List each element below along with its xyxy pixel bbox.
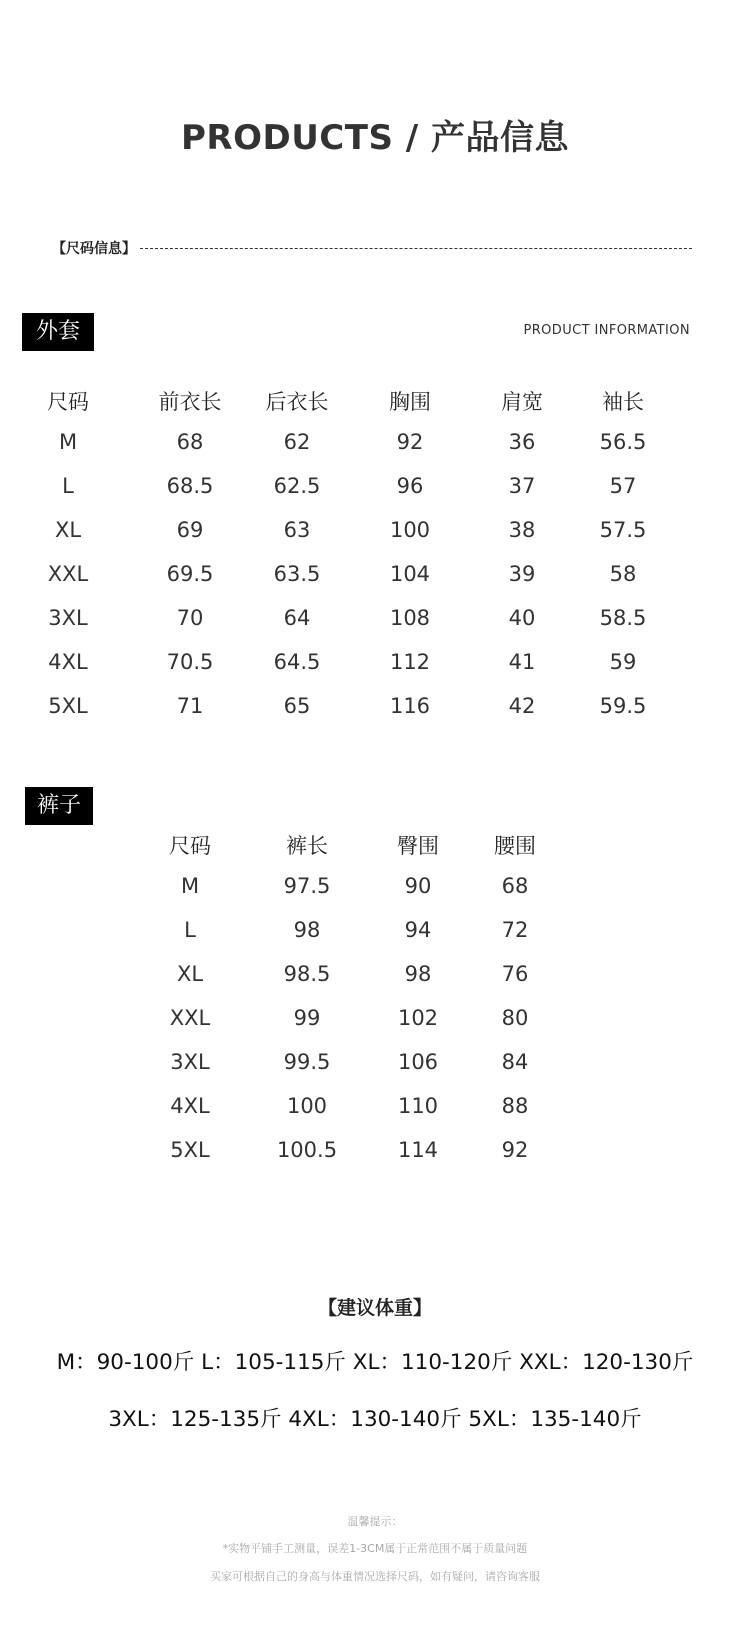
size-label-cell: M: [180, 874, 200, 898]
pants-tag: 裤子: [25, 787, 93, 825]
size-label-cell: 3XL: [48, 606, 88, 630]
measurement-cell: 92: [396, 430, 424, 454]
measurement-cell: 57: [609, 474, 637, 498]
measurement-cell: 97.5: [283, 874, 331, 898]
measurement-cell: 112: [389, 650, 431, 674]
measurement-cell: 56.5: [599, 430, 647, 454]
measurement-cell: 41: [508, 650, 536, 674]
measurement-cell: 99.5: [283, 1050, 331, 1074]
weight-section-title: 【建议体重】: [317, 1297, 432, 1319]
column-header: 裤长: [286, 834, 328, 858]
measurement-cell: 65: [283, 694, 311, 718]
size-label-cell: XL: [176, 962, 204, 986]
page-title: PRODUCTS / 产品信息: [180, 118, 570, 158]
measurement-cell: 62.5: [273, 474, 321, 498]
notes-title: 温馨提示：: [347, 1515, 403, 1528]
measurement-cell: 98: [404, 962, 432, 986]
measurement-cell: 99: [293, 1006, 321, 1030]
measurement-cell: 63.5: [273, 562, 321, 586]
measurement-cell: 116: [389, 694, 431, 718]
measurement-cell: 70: [176, 606, 204, 630]
measurement-cell: 64: [283, 606, 311, 630]
measurement-cell: 98: [293, 918, 321, 942]
size-label-cell: 4XL: [48, 650, 88, 674]
size-info-divider: [52, 238, 692, 258]
size-label-cell: 3XL: [170, 1050, 210, 1074]
column-header: 袖长: [602, 390, 644, 414]
measurement-cell: 58.5: [599, 606, 647, 630]
measurement-cell: 76: [501, 962, 529, 986]
size-label-cell: 5XL: [48, 694, 88, 718]
measurement-cell: 88: [501, 1094, 529, 1118]
measurement-cell: 39: [508, 562, 536, 586]
dashed-rule: [140, 248, 692, 249]
product-information-label: PRODUCT INFORMATION: [523, 323, 690, 338]
measurement-cell: 68: [176, 430, 204, 454]
column-header: 前衣长: [158, 390, 222, 414]
measurement-cell: 114: [397, 1138, 439, 1162]
measurement-cell: 100: [389, 518, 431, 542]
measurement-cell: 69: [176, 518, 204, 542]
measurement-cell: 100: [286, 1094, 328, 1118]
size-label-cell: XXL: [169, 1006, 211, 1030]
measurement-cell: 42: [508, 694, 536, 718]
measurement-cell: 69.5: [166, 562, 214, 586]
measurement-cell: 96: [396, 474, 424, 498]
notes-line-2: 买家可根据自己的身高与体重情况选择尺码，如有疑问，请咨询客服: [210, 1570, 540, 1583]
measurement-cell: 72: [501, 918, 529, 942]
notes-line-1: *实物平铺手工测量，误差1-3CM属于正常范围不属于质量问题: [222, 1542, 528, 1555]
measurement-cell: 100.5: [276, 1138, 338, 1162]
measurement-cell: 90: [404, 874, 432, 898]
size-label-cell: L: [62, 474, 74, 498]
measurement-cell: 108: [389, 606, 431, 630]
size-label-cell: 5XL: [170, 1138, 210, 1162]
weight-line-1: M：90-100斤 L：105-115斤 XL：110-120斤 XXL：120-130斤: [56, 1350, 694, 1375]
measurement-cell: 94: [404, 918, 432, 942]
measurement-cell: 102: [397, 1006, 439, 1030]
measurement-cell: 68: [501, 874, 529, 898]
size-label-cell: XXL: [47, 562, 89, 586]
measurement-cell: 80: [501, 1006, 529, 1030]
size-label-cell: 4XL: [170, 1094, 210, 1118]
measurement-cell: 68.5: [166, 474, 214, 498]
column-header: 肩宽: [501, 390, 543, 414]
column-header: 胸围: [389, 390, 431, 414]
measurement-cell: 58: [609, 562, 637, 586]
measurement-cell: 104: [389, 562, 431, 586]
measurement-cell: 110: [397, 1094, 439, 1118]
coat-tag: 外套: [22, 313, 94, 351]
measurement-cell: 62: [283, 430, 311, 454]
column-header: 尺码: [47, 390, 89, 414]
measurement-cell: 106: [397, 1050, 439, 1074]
measurement-cell: 84: [501, 1050, 529, 1074]
size-label-cell: XL: [54, 518, 82, 542]
column-header: 后衣长: [265, 390, 329, 414]
measurement-cell: 70.5: [166, 650, 214, 674]
measurement-cell: 36: [508, 430, 536, 454]
measurement-cell: 64.5: [273, 650, 321, 674]
measurement-cell: 38: [508, 518, 536, 542]
column-header: 尺码: [169, 834, 211, 858]
measurement-cell: 98.5: [283, 962, 331, 986]
column-header: 臀围: [397, 834, 439, 858]
measurement-cell: 71: [176, 694, 204, 718]
column-header: 腰围: [494, 834, 536, 858]
measurement-cell: 63: [283, 518, 311, 542]
measurement-cell: 37: [508, 474, 536, 498]
measurement-cell: 59.5: [599, 694, 647, 718]
size-info-label: 【尺码信息】: [52, 241, 136, 257]
measurement-cell: 57.5: [599, 518, 647, 542]
size-label-cell: M: [58, 430, 78, 454]
measurement-cell: 59: [609, 650, 637, 674]
weight-line-2: 3XL：125-135斤 4XL：130-140斤 5XL：135-140斤: [108, 1407, 642, 1432]
measurement-cell: 40: [508, 606, 536, 630]
size-label-cell: L: [184, 918, 196, 942]
measurement-cell: 92: [501, 1138, 529, 1162]
